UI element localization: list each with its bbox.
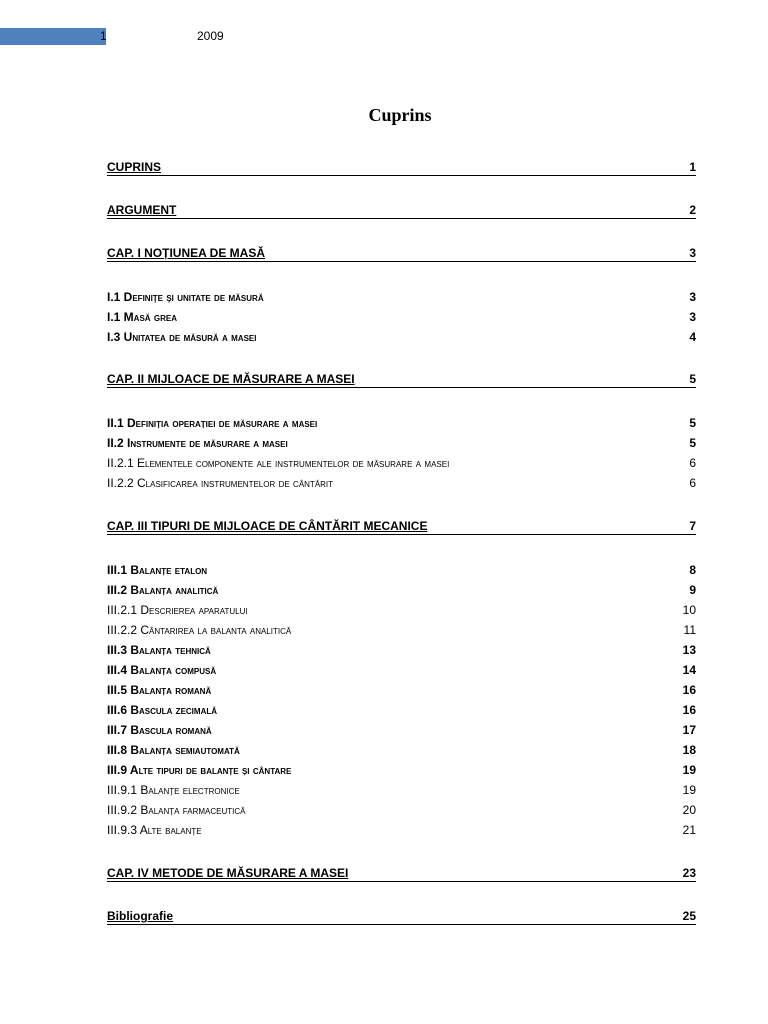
- toc-entry[interactable]: [107, 783, 696, 797]
- toc-entry-label: CAP. III TIPURI DE MIJLOACE DE CÂNTĂRIT MECANICE: [107, 519, 428, 533]
- toc-entry-label: III.9.1 Balanțe electronice: [107, 783, 240, 797]
- toc-entry[interactable]: [107, 723, 696, 737]
- toc-entry-page: 5: [689, 372, 696, 386]
- toc-entry-page: 19: [682, 763, 696, 777]
- toc-entry[interactable]: [107, 623, 696, 637]
- toc-entry[interactable]: [107, 436, 696, 450]
- toc-entry[interactable]: [107, 456, 696, 470]
- toc-entry-label: III.9.3 Alte balanțe: [107, 823, 202, 837]
- toc-entry[interactable]: [107, 603, 696, 617]
- toc-entry[interactable]: [107, 643, 696, 657]
- toc-entry-page: 5: [689, 416, 696, 430]
- toc-entry[interactable]: [107, 763, 696, 777]
- toc-entry-label: III.6 Bascula zecimală: [107, 703, 218, 717]
- toc-entry[interactable]: [107, 583, 696, 597]
- toc-entry-page: 10: [682, 603, 696, 617]
- toc-entry[interactable]: [107, 290, 696, 304]
- toc-entry-page: 20: [682, 803, 696, 817]
- toc-entry-page: 3: [689, 310, 696, 324]
- toc-entry-page: 2: [689, 203, 696, 217]
- toc-entry-label: II.2.1 Elementele componente ale instrumentelor de măsurare a masei: [107, 456, 450, 470]
- toc-entry-page: 13: [682, 643, 696, 657]
- toc-entry-page: 7: [689, 519, 696, 533]
- header-accent-bar: [0, 28, 106, 45]
- toc-entry-label: I.1 Masă grea: [107, 310, 178, 324]
- toc-entry-page: 3: [689, 290, 696, 304]
- toc-entry-label: III.5 Balanța romană: [107, 683, 212, 697]
- toc-entry-page: 23: [682, 866, 696, 880]
- header-page-number: 1: [100, 29, 107, 43]
- toc-entry-label: I.1 Definiţe şi unitate de măsură: [107, 290, 264, 304]
- toc-entry-label: II.2.2 Clasificarea instrumentelor de cântărit: [107, 476, 334, 490]
- toc-entry[interactable]: [107, 519, 696, 535]
- toc-entry-page: 11: [683, 623, 696, 637]
- toc-entry-label: III.2.1 Descrierea aparatului: [107, 603, 248, 617]
- header-year: 2009: [197, 29, 224, 43]
- toc-entry-label: III.1 Balanțe etalon: [107, 563, 208, 577]
- toc-entry-label: CUPRINS: [107, 160, 162, 174]
- toc-entry-label: ARGUMENT: [107, 203, 177, 217]
- toc-entry[interactable]: [107, 866, 696, 882]
- toc-entry-page: 16: [682, 703, 696, 717]
- toc-entry-page: 14: [682, 663, 696, 677]
- toc-entry[interactable]: [107, 476, 696, 490]
- toc-entry[interactable]: [107, 372, 696, 388]
- toc-entry-label: I.3 Unitatea de măsură a masei: [107, 330, 257, 344]
- toc-entry-label: III.9 Alte tipuri de balanțe și cântare: [107, 763, 292, 777]
- toc-entry[interactable]: [107, 330, 696, 344]
- toc-entry-label: III.8 Balanța semiautomată: [107, 743, 240, 757]
- toc-entry-label: III.3 Balanța tehnică: [107, 643, 211, 657]
- toc-entry-label: III.4 Balanța compusă: [107, 663, 217, 677]
- toc-entry-label: III.7 Bascula romană: [107, 723, 212, 737]
- toc-entry-label: III.2 Balanța analitică: [107, 583, 219, 597]
- toc-entry-page: 21: [682, 823, 696, 837]
- toc-entry[interactable]: [107, 246, 696, 262]
- toc-entry-label: CAP. II MIJLOACE DE MĂSURARE A MASEI: [107, 372, 355, 386]
- toc-entry-page: 3: [689, 246, 696, 260]
- toc-entry[interactable]: [107, 909, 696, 925]
- toc-entry-label: CAP. IV METODE DE MĂSURARE A MASEI: [107, 866, 349, 880]
- toc-entry-page: 18: [682, 743, 696, 757]
- toc-entry[interactable]: [107, 160, 696, 176]
- toc-entry[interactable]: [107, 703, 696, 717]
- toc-entry[interactable]: [107, 310, 696, 324]
- toc-entry-label: II.1 Definiția operației de măsurare a masei: [107, 416, 318, 430]
- toc-entry-label: III.2.2 Cântarirea la balanta analitică: [107, 623, 292, 637]
- toc-entry[interactable]: [107, 743, 696, 757]
- toc-entry[interactable]: [107, 663, 696, 677]
- toc-entry[interactable]: [107, 823, 696, 837]
- toc-entry[interactable]: [107, 416, 696, 430]
- page-title: Cuprins: [368, 105, 432, 125]
- toc-entry-page: 16: [682, 683, 696, 697]
- toc-entry[interactable]: [107, 683, 696, 697]
- toc-entry[interactable]: [107, 203, 696, 219]
- toc-entry-page: 17: [682, 723, 696, 737]
- toc-entry[interactable]: [107, 803, 696, 817]
- toc-entry-page: 6: [689, 476, 696, 490]
- toc-entry[interactable]: [107, 563, 696, 577]
- toc-entry-page: 1: [689, 160, 696, 174]
- toc-entry-page: 25: [682, 909, 696, 923]
- toc-entry-label: III.9.2 Balanța farmaceutică: [107, 803, 246, 817]
- toc-entry-page: 6: [689, 456, 696, 470]
- toc-entry-label: Bibliografie: [107, 909, 174, 923]
- toc-entry-page: 9: [689, 583, 696, 597]
- toc-entry-page: 4: [689, 330, 696, 344]
- toc-entry-page: 19: [682, 783, 696, 797]
- toc-entry-page: 8: [689, 563, 696, 577]
- toc-entry-label: CAP. I NOȚIUNEA DE MASĂ: [107, 246, 266, 260]
- toc-entry-label: II.2 Instrumente de măsurare a masei: [107, 436, 288, 450]
- toc-entry-page: 5: [689, 436, 696, 450]
